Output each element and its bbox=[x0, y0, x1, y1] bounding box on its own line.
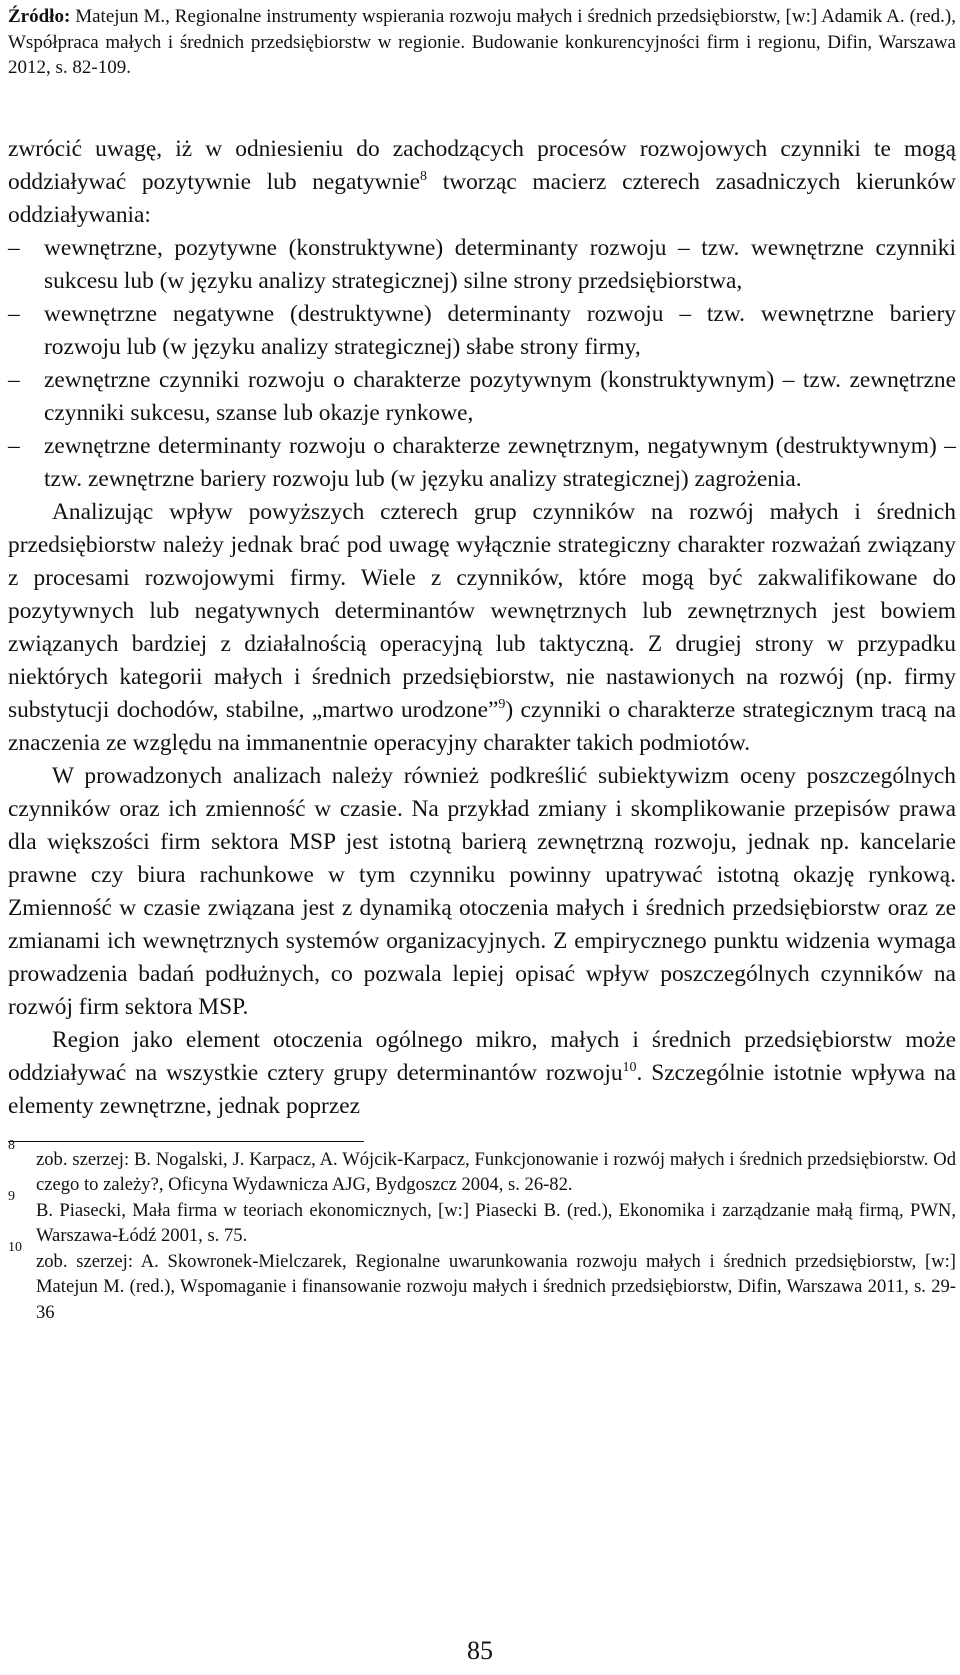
source-text: Matejun M., Regionalne instrumenty wspierania rozwoju małych i średnich przedsiębiorstw, [w:] Adamik A. (red.), Współpraca małych i średnich przedsiębiorstw w regionie. Budowanie konkurencyjności firm i regionu, Difin, Warszawa 2012, s. 82-109. bbox=[8, 6, 956, 78]
footnote-text: zob. szerzej: A. Skowronek-Mielczarek, Regionalne uwarunkowania rozwoju małych i średnich przedsiębiorstw, [w:] Matejun M. (red.), Wspomaganie i finansowanie rozwoju małych i średnich przedsiębiorstw, Difin, Warszawa 2011, s. 29-36 bbox=[36, 1250, 956, 1324]
list-item: – zewnętrzne czynniki rozwoju o charakterze pozytywnym (konstruktywnym) – tzw. zewnętrzne czynniki sukcesu, szanse lub okazje rynkowe, bbox=[8, 364, 956, 430]
footnote-mark: 8 bbox=[8, 1137, 15, 1153]
footnote-mark: 10 bbox=[8, 1239, 22, 1255]
source-citation bbox=[8, 4, 956, 81]
footnote-8 bbox=[8, 1137, 956, 1198]
page-number: 85 bbox=[467, 1636, 493, 1665]
footnote-text: B. Piasecki, Mała firma w teoriach ekonomicznych, [w:] Piasecki B. (red.), Ekonomika i zarządzanie małą firmą, PWN, Warszawa-Łódź 2001, s. 75. bbox=[36, 1199, 956, 1247]
paragraph-subjectivity: W prowadzonych analizach należy również podkreślić subiektywizm oceny poszczególnych czynników oraz ich zmienność w czasie. Na przykład zmiany i skomplikowanie przepisów prawa dla większości firm sektora MSP jest istotną barierą zewnętrzną rozwoju, jednak np. kancelarie prawne czy biura rachunkowe w tym czynniku powinny upatrywać istotną okazję rynkową. Zmienność w czasie związana jest z dynamiką otoczenia małych i średnich przedsiębiorstw oraz ze zmianami ich wewnętrznych systemów organizacyjnych. Z empirycznego punktu widzenia wymaga prowadzenia badań podłużnych, co pozwala lepiej opisać wpływ poszczególnych czynników na rozwój firm sektora MSP. bbox=[8, 762, 956, 1020]
paragraph-text-continued: . Szczególnie istotnie wpływa na elementy zewnętrzne, jednak poprzez bbox=[8, 1059, 956, 1119]
footnote-9 bbox=[8, 1188, 956, 1249]
paragraph-text: Region jako element otoczenia ogólnego mikro, małych i średnich przedsiębiorstw może oddziaływać na wszystkie cztery grupy determinantów rozwoju bbox=[8, 1026, 956, 1086]
paragraph-text-continued: ) czynniki o charakterze strategicznym tracą na znaczenia ze względu na immanentnie operacyjny charakter takich podmiotów. bbox=[8, 696, 956, 756]
footnote-divider bbox=[8, 1141, 364, 1142]
intro-text-continued: tworząc macierz czterech zasadniczych kierunków oddziaływania: bbox=[8, 168, 957, 228]
intro-text: zwrócić uwagę, iż w odniesieniu do zachodzących procesów rozwojowych czynniki te mogą oddziaływać pozytywnie lub negatywnie bbox=[8, 135, 956, 195]
paragraph-region bbox=[8, 1024, 956, 1123]
list-item: – zewnętrzne determinanty rozwoju o charakterze zewnętrznym, negatywnym (destruktywnym) – tzw. zewnętrzne bariery rozwoju lub (w języku analizy strategicznej) zagrożenia. bbox=[8, 430, 956, 496]
footnote-ref-9[interactable]: 9 bbox=[498, 696, 506, 712]
paragraph-text: Analizując wpływ powyższych czterech grup czynników na rozwój małych i średnich przedsiębiorstw należy jednak brać pod uwagę wyłącznie strategiczny charakter rozważań związany z procesami rozwojowymi firmy. Wiele z czynników, które mogą być zakwalifikowane do pozytywnych lub negatywnych determinantów wewnętrznych lub zewnętrznych jest bowiem związanych bardziej z działalnością operacyjną lub taktyczną. Z drugiej strony w przypadku niektórych kategorii małych i średnich przedsiębiorstw, nie nastawionych na rozwój (np. firmy substytucji dochodów, stabilne, „martwo urodzone” bbox=[8, 498, 956, 723]
intro-paragraph bbox=[8, 133, 956, 232]
footnote-ref-8[interactable]: 8 bbox=[420, 168, 428, 184]
list-item: – wewnętrzne negatywne (destruktywne) determinanty rozwoju – tzw. wewnętrzne bariery rozwoju lub (w języku analizy strategicznej) słabe strony firmy, bbox=[8, 298, 956, 364]
footnote-10 bbox=[8, 1239, 956, 1326]
paragraph-analysis bbox=[8, 496, 956, 760]
source-label: Źródło: bbox=[8, 6, 71, 27]
determinants-list bbox=[8, 232, 956, 496]
footnote-mark: 9 bbox=[8, 1188, 15, 1204]
main-text bbox=[8, 133, 956, 1123]
footnotes bbox=[8, 1137, 956, 1326]
list-item: – wewnętrzne, pozytywne (konstruktywne) determinanty rozwoju – tzw. wewnętrzne czynniki sukcesu lub (w języku analizy strategicznej) silne strony przedsiębiorstwa, bbox=[8, 232, 956, 298]
footnote-ref-10[interactable]: 10 bbox=[622, 1059, 637, 1075]
footnote-text: zob. szerzej: B. Nogalski, J. Karpacz, A. Wójcik-Karpacz, Funkcjonowanie i rozwój małych i średnich przedsiębiorstw. Od czego to zależy?, Oficyna Wydawnicza AJG, Bydgoszcz 2004, s. 26-82. bbox=[36, 1148, 956, 1196]
